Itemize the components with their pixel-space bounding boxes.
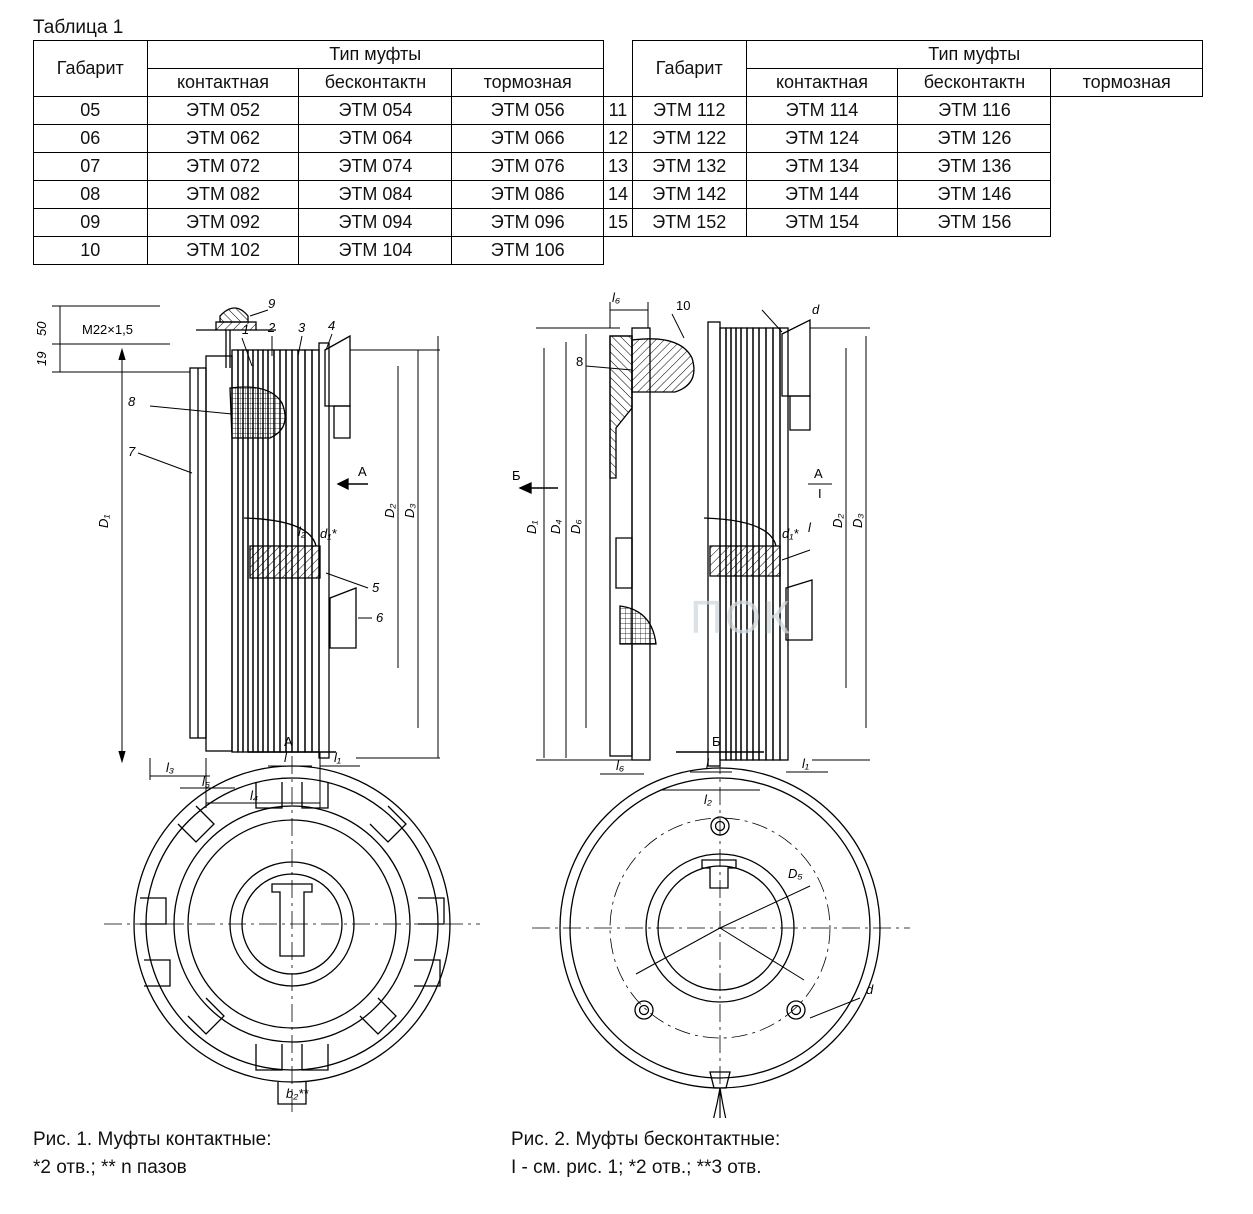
cell-brake: ЭТМ 136 [898, 153, 1051, 181]
label-l2-fig2: l₂ [704, 792, 712, 807]
label-l-bot: l [706, 756, 709, 771]
cell-gabarit: 07 [34, 153, 148, 181]
cell-brake: ЭТМ 086 [452, 181, 604, 209]
cell-brake: ЭТМ 126 [898, 125, 1051, 153]
cell-contactless: ЭТМ 084 [299, 181, 452, 209]
cell-contact: ЭТМ 062 [147, 125, 299, 153]
header-brake-right: тормозная [1051, 69, 1203, 97]
fig1-section-view [52, 306, 440, 808]
table-header-row-1 [34, 41, 1203, 69]
coupling-types-table [33, 40, 1203, 265]
cell-contactless: ЭТМ 134 [746, 153, 898, 181]
cell-contact: ЭТМ 052 [147, 97, 299, 125]
cell-gabarit: 14 [603, 181, 632, 209]
label-d-hole: d [866, 982, 874, 997]
table-row [34, 97, 1203, 125]
cell-gabarit: 12 [603, 125, 632, 153]
label-d1: d₁* [320, 526, 337, 541]
cell-gabarit: 15 [603, 209, 632, 237]
detail-mark-I: I [818, 486, 822, 501]
cell-contact: ЭТМ 082 [147, 181, 299, 209]
label-D5-fig2: D₅ [788, 866, 803, 881]
section-mark-B-side: Б [512, 468, 521, 483]
drawing-labels [34, 290, 874, 1101]
cell-contact: ЭТМ 152 [632, 209, 746, 237]
label-D3: D₃ [402, 503, 417, 518]
drawings-svg [20, 288, 1235, 1118]
fig1-front-view [104, 756, 480, 1112]
callout-4: 4 [328, 318, 336, 333]
cell-contactless: ЭТМ 124 [746, 125, 898, 153]
cell-brake: ЭТМ 106 [452, 237, 604, 265]
cell-gabarit: 09 [34, 209, 148, 237]
fig2-caption [511, 1126, 1031, 1181]
callout-8-fig2: 8 [576, 354, 584, 369]
label-thread: M22×1,5 [82, 322, 133, 337]
section-mark-A-side: А [358, 464, 367, 479]
header-contactless-left: бесконтактн [299, 69, 452, 97]
cell-contact: ЭТМ 072 [147, 153, 299, 181]
cell-contact: ЭТМ 092 [147, 209, 299, 237]
header-contactless-right: бесконтактн [898, 69, 1051, 97]
cell-brake: ЭТМ 066 [452, 125, 604, 153]
cell-contactless: ЭТМ 054 [299, 97, 452, 125]
cell-contact: ЭТМ 112 [632, 97, 746, 125]
cell-brake: ЭТМ 096 [452, 209, 604, 237]
cell-contact: ЭТМ 122 [632, 125, 746, 153]
label-l2: l₂ [298, 524, 306, 539]
callout-3: 3 [298, 320, 306, 335]
cell-contactless: ЭТМ 074 [299, 153, 452, 181]
cell-brake: ЭТМ 116 [898, 97, 1051, 125]
label-l3: l₃ [166, 760, 175, 775]
cell-gabarit: 05 [34, 97, 148, 125]
section-mark-A-top-fig1: А [284, 734, 293, 749]
cell-contactless: ЭТМ 104 [299, 237, 452, 265]
cell-contact: ЭТМ 142 [632, 181, 746, 209]
cell-contactless: ЭТМ 154 [746, 209, 898, 237]
cell-gabarit: 06 [34, 125, 148, 153]
header-brake-left: тормозная [452, 69, 604, 97]
section-mark-B-top: Б [712, 734, 721, 749]
label-l1: l₁ [334, 750, 341, 765]
callout-9: 9 [268, 296, 276, 311]
fig2-front-view [532, 756, 910, 1118]
header-gabarit-left: Габарит [34, 41, 148, 97]
label-l-fig2: l [808, 520, 811, 535]
label-dim-19: 19 [34, 351, 49, 366]
watermark: ПОК [690, 591, 792, 643]
header-contact-right: контактная [746, 69, 898, 97]
label-dim-50: 50 [34, 321, 49, 336]
fig2-caption-line1: Рис. 2. Муфты бесконтактные: [511, 1129, 781, 1150]
label-b2: b₂** [286, 1086, 309, 1101]
header-gabarit-right: Габарит [632, 41, 746, 97]
cell-contact: ЭТМ 132 [632, 153, 746, 181]
header-contact-left: контактная [147, 69, 299, 97]
label-l6-top: l₆ [612, 290, 621, 305]
cell-contact: ЭТМ 102 [147, 237, 299, 265]
table-row [34, 125, 1203, 153]
fig1-caption-line2: *2 отв.; ** n пазов [33, 1156, 187, 1178]
cell-brake: ЭТМ 076 [452, 153, 604, 181]
cell-contactless: ЭТМ 114 [746, 97, 898, 125]
label-D6: D₆ [568, 519, 583, 534]
callout-10: 10 [676, 298, 691, 313]
table-row [34, 181, 1203, 209]
technical-drawings [20, 288, 1235, 1118]
cell-empty [898, 237, 1051, 265]
table-head [34, 41, 1203, 97]
table-separator [603, 41, 632, 97]
cell-gabarit: 13 [603, 153, 632, 181]
table-row [34, 237, 1203, 265]
fig2-section-view [520, 302, 870, 790]
header-type-group-right: Тип муфты [746, 41, 1202, 69]
label-D4: D₄ [548, 519, 563, 534]
cell-brake: ЭТМ 146 [898, 181, 1051, 209]
callout-5: 5 [372, 580, 380, 595]
label-l5: l₅ [202, 774, 211, 789]
header-type-group-left: Тип муфты [147, 41, 603, 69]
table-row [34, 153, 1203, 181]
label-D2-fig2: D₂ [830, 513, 845, 528]
label-l1-fig2: l₁ [802, 756, 809, 771]
fig1-caption-line1: Рис. 1. Муфты контактные: [33, 1129, 272, 1150]
label-d1-fig2: d₁* [782, 526, 799, 541]
cell-gabarit: 08 [34, 181, 148, 209]
cell-empty [603, 237, 632, 265]
label-l: l [284, 750, 287, 765]
callout-8: 8 [128, 394, 136, 409]
label-D2: D₂ [382, 503, 397, 518]
cell-contactless: ЭТМ 144 [746, 181, 898, 209]
detail-mark-A: А [814, 466, 823, 481]
cell-brake: ЭТМ 156 [898, 209, 1051, 237]
label-D1: D₁ [96, 514, 111, 528]
callout-2: 2 [268, 320, 276, 335]
cell-gabarit: 11 [603, 97, 632, 125]
cell-brake: ЭТМ 056 [452, 97, 604, 125]
fig2-caption-line2: I - см. рис. 1; *2 отв.; **3 отв. [511, 1156, 762, 1178]
label-l4: l₄ [250, 788, 259, 803]
cell-empty [746, 237, 898, 265]
table-row [34, 209, 1203, 237]
callout-7: 7 [128, 444, 136, 459]
callout-6: 6 [376, 610, 384, 625]
callout-1: 1 [242, 322, 250, 337]
table-caption: Таблица 1 [33, 17, 124, 38]
cell-empty [632, 237, 746, 265]
label-l6-bottom: l₆ [616, 758, 625, 773]
cell-contactless: ЭТМ 094 [299, 209, 452, 237]
label-D1-fig2: D₁ [524, 520, 539, 534]
table-body [34, 97, 1203, 265]
cell-gabarit: 10 [34, 237, 148, 265]
fig1-caption [33, 1126, 503, 1181]
label-D3-fig2: D₃ [850, 513, 865, 528]
label-d-fig2: d [812, 302, 820, 317]
cell-contactless: ЭТМ 064 [299, 125, 452, 153]
